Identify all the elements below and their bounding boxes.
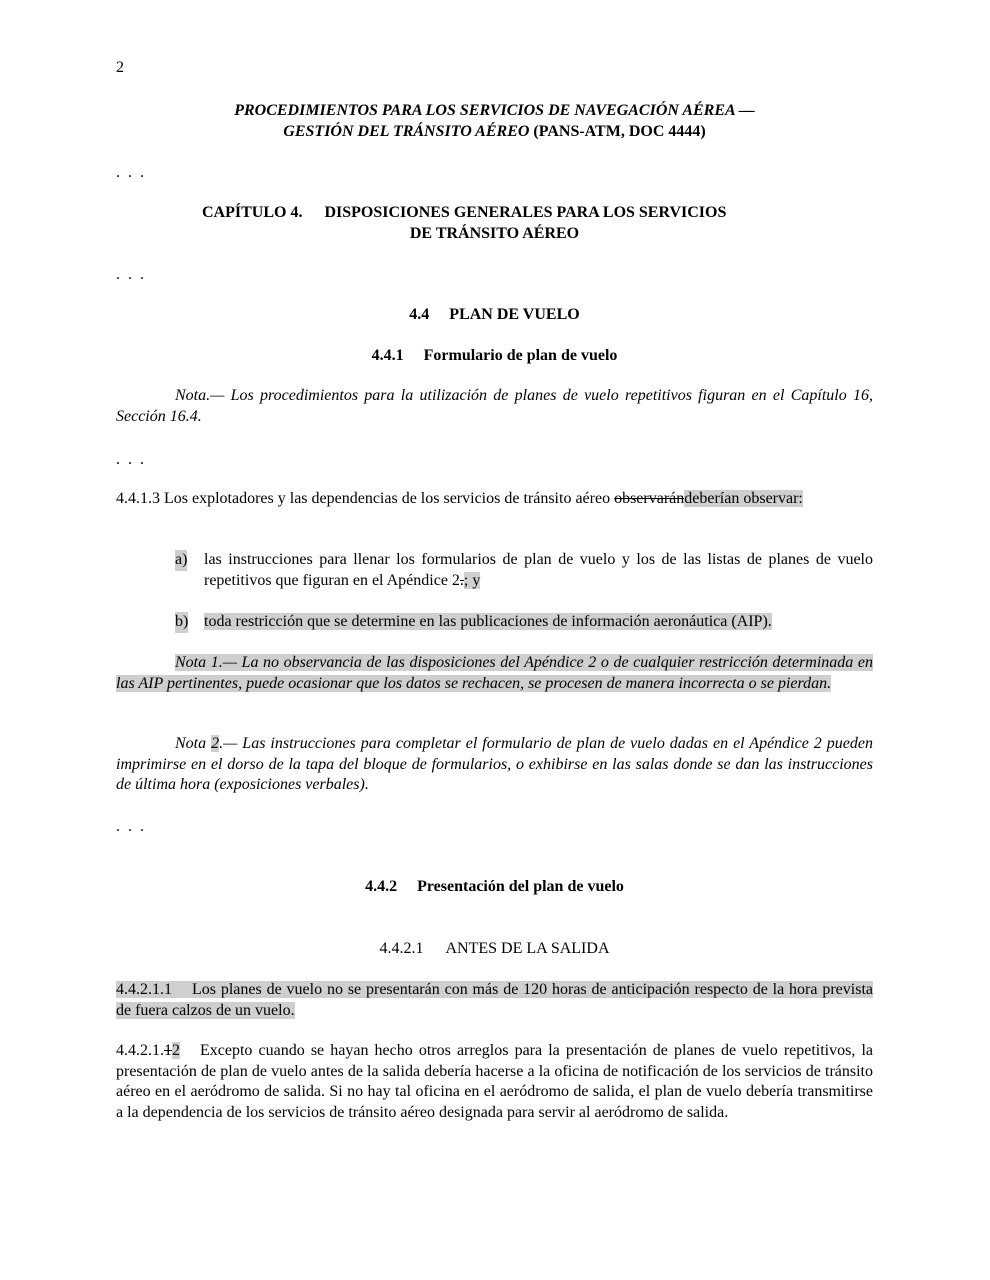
section-4-4-2-number: 4.4.2 — [365, 878, 398, 895]
chapter-title-line1: DISPOSICIONES GENERALES PARA LOS SERVICIOS — [324, 204, 727, 221]
note-intro: Nota.— Los procedimientos para la utilización de planes de vuelo repetitivos figuran en el Capítulo 16, Sección 16.4. — [116, 387, 873, 425]
paragraph-4-4-1-3: 4.4.1.3 Los explotadores y las dependencias de los servicios de tránsito aéreo observarándeberían observar: — [116, 490, 803, 507]
ellipsis-3: . . . — [116, 451, 146, 468]
section-4-4-2-1-number: 4.4.2.1 — [379, 940, 424, 957]
section-4-4-number: 4.4 — [409, 306, 430, 323]
ellipsis-2: . . . — [116, 266, 146, 283]
list-label: a) — [175, 550, 187, 571]
section-4-4-1-heading — [116, 346, 873, 366]
section-4-4-heading — [116, 305, 873, 325]
doc-title-line2: GESTIÓN DEL TRÁNSITO AÉREO — [283, 123, 530, 140]
chapter-heading — [116, 202, 873, 244]
struck-text: observarán — [614, 490, 685, 507]
doc-title-code: (PANS-ATM, DOC 4444) — [529, 123, 706, 140]
list-label: b) — [175, 612, 188, 633]
struck-text: 1 — [164, 1042, 172, 1059]
document-page — [116, 0, 873, 1280]
section-4-4-2-1-heading — [116, 939, 873, 959]
ellipsis-4: . . . — [116, 818, 146, 835]
inserted-text: 2 — [211, 735, 220, 752]
list-item-b: b) toda restricción que se determine en las publicaciones de información aeronáutica (AIP). — [175, 612, 873, 633]
inserted-text: 2 — [172, 1042, 180, 1059]
ellipsis-1: . . . — [116, 164, 146, 181]
struck-text: . — [459, 571, 464, 589]
page-number: 2 — [116, 59, 124, 76]
chapter-number: CAPÍTULO 4. — [202, 204, 303, 221]
section-4-4-2-1-title: ANTES DE LA SALIDA — [445, 940, 610, 957]
inserted-text: deberían observar: — [684, 490, 803, 507]
paragraph-4-4-2-1-2: 4.4.2.1.12 Excepto cuando se hayan hecho otros arreglos para la presentación de planes de vuelo repetitivos, la presentación de plan de vuelo antes de la salida debería hacerse a la oficina de notificación de los servicios de tránsito aéreo en el aeródromo de salida. Si no hay tal oficina en el aeródromo de salida, el plan de vuelo debería transmitirse a la dependencia de los servicios de tránsito aéreo designada para servir al aeródromo de salida. — [116, 1042, 873, 1121]
note-2: Nota 2.— Las instrucciones para completar el formulario de plan de vuelo dadas en el Apéndice 2 pueden imprimirse en el dorso de la tapa del bloque de formularios, o exhibirse en las salas donde se dan las instrucciones de última hora (exposiciones verbales). — [116, 735, 873, 793]
section-4-4-1-number: 4.4.1 — [371, 347, 404, 364]
document-title — [116, 100, 873, 142]
paragraph-4-4-2-1-1: 4.4.2.1.1 Los planes de vuelo no se presentarán con más de 120 horas de anticipación respecto de la hora prevista de fuera calzos de un vuelo. — [116, 981, 873, 1019]
section-4-4-title: PLAN DE VUELO — [449, 306, 580, 323]
section-4-4-1-title: Formulario de plan de vuelo — [423, 347, 618, 364]
inserted-text: ; y — [463, 571, 481, 589]
note-1: Nota 1.— La no observancia de las disposiciones del Apéndice 2 o de cualquier restricción determinada en las AIP pertinentes, puede ocasionar que los datos se rechacen, se procesen de manera incorrecta o se pierdan. — [116, 654, 873, 692]
chapter-title-line2: DE TRÁNSITO AÉREO — [409, 225, 580, 242]
section-4-4-2-heading — [116, 877, 873, 897]
section-4-4-2-title: Presentación del plan de vuelo — [417, 878, 624, 895]
list-item-a: a) las instrucciones para llenar los formularios de plan de vuelo y los de las listas de planes de vuelo repetitivos que figuran en el Apéndice 2.; y — [175, 551, 873, 589]
doc-title-line1: PROCEDIMIENTOS PARA LOS SERVICIOS DE NAVEGACIÓN AÉREA — — [234, 102, 755, 119]
